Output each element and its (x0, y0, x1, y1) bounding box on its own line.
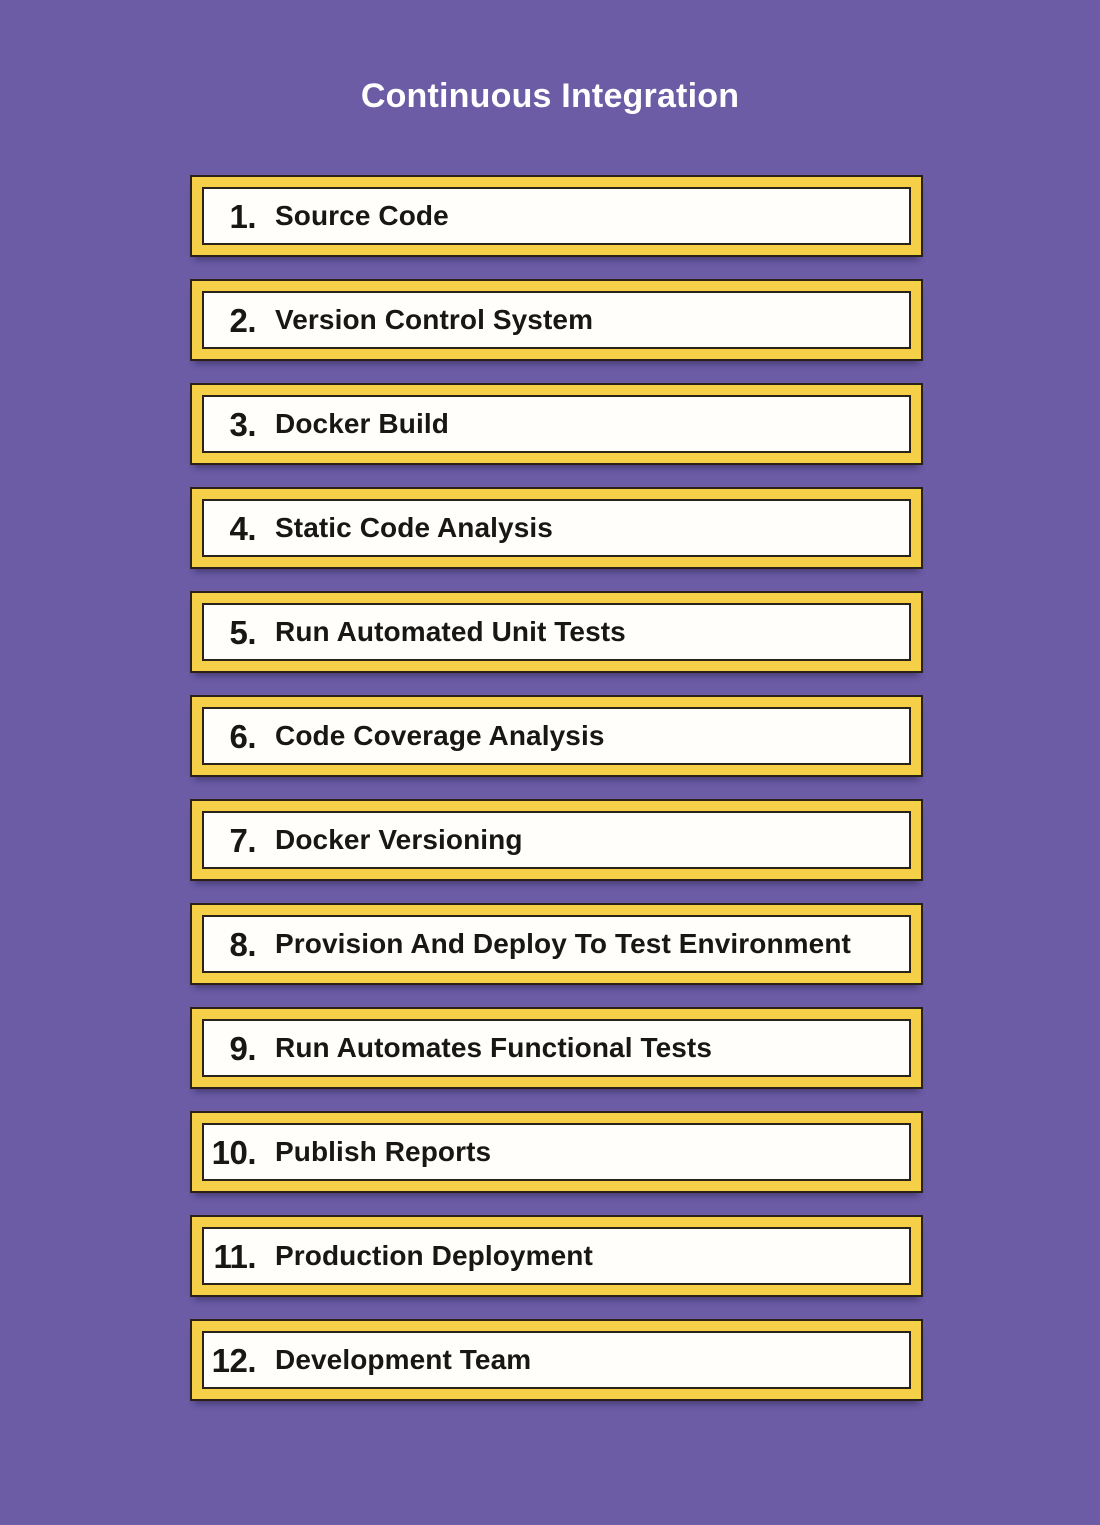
list-item-inner (202, 1019, 911, 1077)
step-label: Provision And Deploy To Test Environment (275, 927, 851, 959)
list-item-inner (202, 291, 911, 349)
list-item-inner (202, 915, 911, 973)
step-number: 7. (229, 821, 256, 859)
step-number: 6. (229, 717, 256, 755)
list-item-inner (202, 499, 911, 557)
list-item-inner (202, 1227, 911, 1285)
list-item (190, 903, 923, 985)
list-item (190, 279, 923, 361)
list-item (190, 695, 923, 777)
list-item (190, 383, 923, 465)
list-item-inner (202, 707, 911, 765)
step-number: 10. (211, 1133, 256, 1171)
list-item-inner (202, 187, 911, 245)
step-label: Run Automated Unit Tests (275, 615, 626, 647)
page-title: Continuous Integration (360, 77, 740, 115)
list-item (190, 799, 923, 881)
step-number: 9. (229, 1029, 256, 1067)
step-label: Source Code (275, 199, 449, 231)
list-item (190, 1007, 923, 1089)
list-item-inner (202, 811, 911, 869)
step-number: 4. (229, 509, 256, 547)
list-item (190, 175, 923, 257)
list-item (190, 1319, 923, 1401)
list-item-inner (202, 1331, 911, 1389)
step-label: Version Control System (275, 303, 594, 335)
step-label: Docker Build (275, 407, 449, 439)
ci-steps-list (190, 175, 923, 1401)
step-number: 11. (213, 1237, 256, 1275)
step-label: Production Deployment (275, 1239, 593, 1271)
step-number: 12. (211, 1341, 256, 1379)
list-item-inner (202, 603, 911, 661)
step-number: 1. (229, 197, 256, 235)
step-label: Code Coverage Analysis (275, 719, 605, 751)
list-item (190, 1111, 923, 1193)
step-label: Static Code Analysis (275, 511, 553, 543)
step-number: 8. (229, 925, 256, 963)
step-label: Run Automates Functional Tests (275, 1031, 713, 1063)
step-label: Development Team (275, 1343, 532, 1375)
list-item-inner (202, 395, 911, 453)
step-number: 3. (229, 405, 256, 443)
step-label: Docker Versioning (275, 823, 523, 855)
list-item-inner (202, 1123, 911, 1181)
list-item (190, 1215, 923, 1297)
list-item (190, 591, 923, 673)
step-label: Publish Reports (275, 1135, 492, 1167)
step-number: 2. (229, 301, 256, 339)
step-number: 5. (229, 613, 256, 651)
list-item (190, 487, 923, 569)
